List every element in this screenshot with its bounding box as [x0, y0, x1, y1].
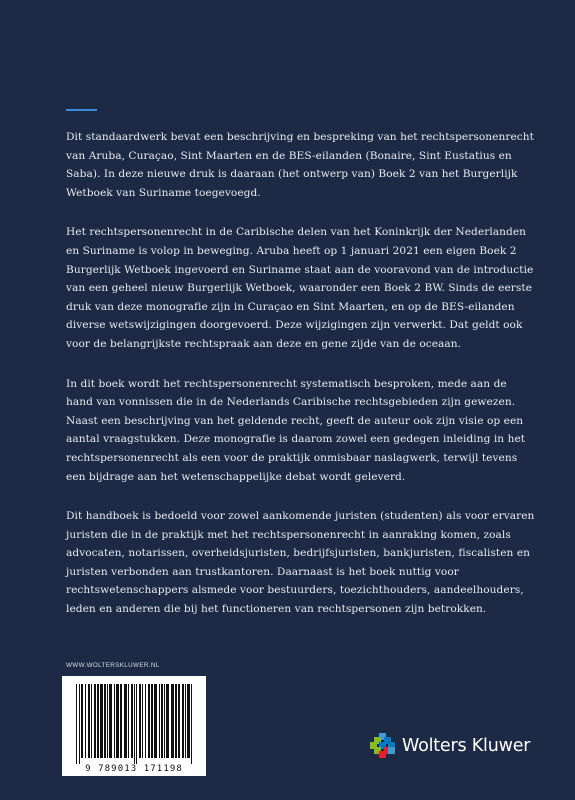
barcode-bar [120, 684, 122, 758]
barcode-bar [145, 684, 146, 758]
barcode-bar [79, 684, 80, 764]
barcode-bar [178, 684, 180, 758]
barcode-bar [134, 684, 135, 764]
barcode-bar [81, 684, 83, 758]
barcode-bar [88, 684, 90, 758]
barcode-bar [131, 684, 133, 758]
paragraph-content: In dit boek wordt het rechtspersonenrecht systematisch besproken, mede aan de hand van vonnissen die in de Nederlands Caribische rechtsgebieden zijn gewezen. Naast een beschrijving van het geldende recht, geeft de auteur ook zijn visie op een aantal vraagstukken. Deze monografie is daarom zowel een gedegen inleiding in het rechtspersonenrecht als een voor de praktijk onmisbaar naslagwerk, terwijl tevens een bijdrage aan het wetenschappelijke debat wordt geleverd. [66, 377, 526, 483]
barcode-bar [94, 684, 96, 758]
barcode-bar [136, 684, 137, 764]
publisher-brand [370, 733, 530, 759]
back-cover-text [66, 128, 536, 640]
paragraph-audience: Dit handboek is bedoeld voor zowel aankomende juristen (studenten) als voor ervaren juristen die in de praktijk met het rechtspersonenrecht in aanraking komen, zoals advocaten, notarissen, overheidsjuristen, bedrijfsjuristen, bankjuristen, fiscalisten en juristen verbonden aan trustkantoren. Daarnaast is het boek nuttig voor rechtswetenschappers alsmede voor bestuurders, toezichthouders, aandeelhouders, leden en anderen die bij het functioneren van rechtspersonen zijn betrokken. [66, 510, 535, 616]
barcode-bar [159, 684, 160, 758]
barcode-bar [107, 684, 108, 758]
barcode-bar [109, 684, 112, 758]
barcode-bar [142, 684, 143, 758]
isbn-barcode [62, 676, 206, 776]
barcode-bar [151, 684, 153, 758]
barcode-bar [116, 684, 119, 758]
barcode-bar [114, 684, 115, 758]
paragraph-developments: Het rechtspersonenrecht in de Caribische delen van het Koninkrijk der Nederlanden en Suriname is volop in beweging. Aruba heeft op 1 januari 2021 een eigen Boek 2 Burgerlijk Wetboek ingevoerd en Suriname staat aan de vooravond van de introductie van een geheel nieuw Burgerlijk Wetboek, waaronder een Boek 2 BW. Sinds de eerste druk van deze monografie zijn in Curaçao en Sint Maarten, en op de BES-eilanden diverse wetswijzigingen doorgevoerd. Deze wijzigingen zijn verwerkt. Dat geldt ook voor de belangrijkste rechtspraak aan deze en gene zijde van de oceaan. [66, 226, 534, 350]
barcode-bar [128, 684, 129, 758]
barcode-bar [148, 684, 150, 758]
barcode-bar [164, 684, 165, 758]
barcode-bar [85, 684, 86, 758]
barcode-bar [154, 684, 157, 758]
barcode-bar [182, 684, 184, 758]
paragraph-intro: Dit standaardwerk bevat een beschrijving en bespreking van het rechtspersonenrecht van Aruba, Curaçao, Sint Maarten en de BES-eilanden (Bonaire, Sint Eustatius en Saba). In deze nieuwe druk is daaraan (het ontwerp van) Boek 2 van het Burgerlijk Wetboek van Suriname toegevoegd. [66, 131, 534, 199]
barcode-bar [161, 684, 163, 758]
barcode-bar [171, 684, 174, 758]
barcode-bar [175, 684, 177, 758]
barcode-bar [185, 684, 186, 758]
logo-tile [388, 747, 395, 754]
barcode-bar [97, 684, 99, 758]
barcode-bar [124, 684, 127, 758]
barcode-bar [100, 684, 103, 758]
brand-name: Wolters Kluwer [402, 736, 531, 756]
barcode-bar [187, 684, 190, 758]
barcode-bar [166, 684, 169, 758]
barcode-bar [104, 684, 106, 758]
accent-divider [66, 109, 97, 111]
isbn-number: 9 789013 171198 [85, 764, 183, 774]
barcode-bar [191, 684, 192, 764]
publisher-website[interactable]: WWW.WOLTERSKLUWER.NL [66, 662, 160, 669]
barcode-bar [91, 684, 92, 758]
barcode-bars [62, 676, 206, 776]
wolters-kluwer-logo-icon [370, 733, 396, 759]
barcode-bar [139, 684, 141, 758]
barcode-bar [76, 684, 77, 764]
